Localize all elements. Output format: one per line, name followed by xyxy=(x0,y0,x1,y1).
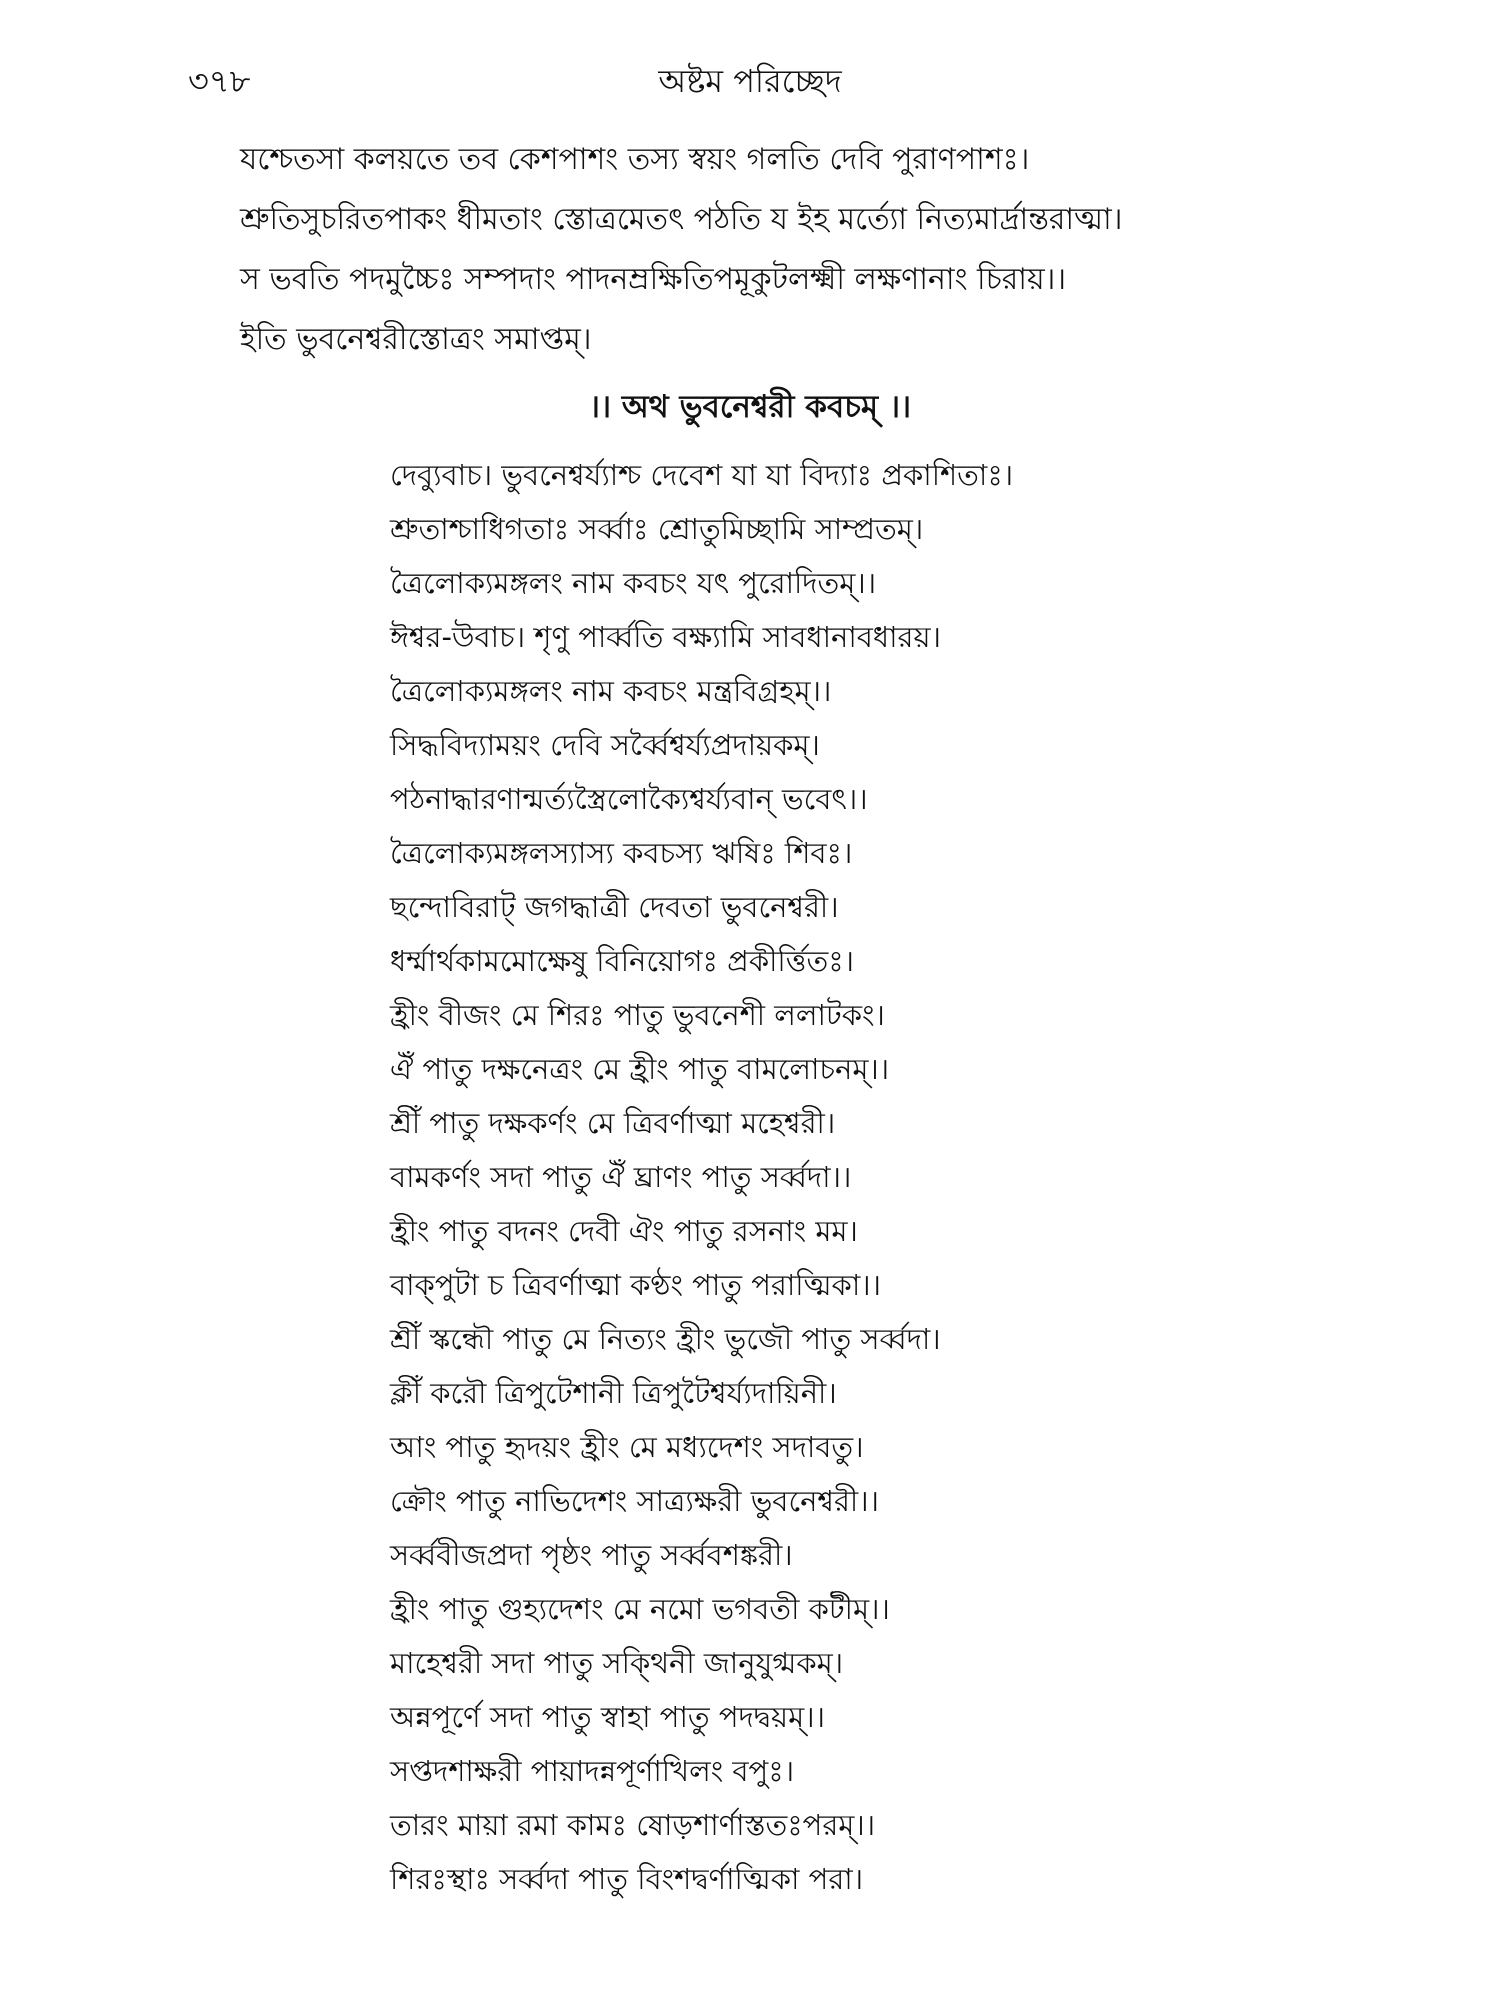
kavacham-line: সপ্তদশাক্ষরী পায়াদন্নপূর্ণাখিলং বপুঃ। xyxy=(390,1754,795,1788)
kavacham-line: মাহেশ্বরী সদা পাতু সক্থিনী জানুযুগ্মকম্। xyxy=(390,1646,844,1680)
kavacham-line: হ্রীং পাতু গুহ্যদেশং মে নমো ভগবতী কটীম্।। xyxy=(390,1592,890,1626)
kavacham-line: শ্রীঁ স্কন্ধৌ পাতু মে নিত্যং হ্রীং ভুজৌ পাতু সর্ব্বদা। xyxy=(390,1322,941,1356)
kavacham-line: ত্রৈলোক্যমঙ্গলং নাম কবচং মন্ত্রবিগ্রহম্।। xyxy=(390,674,832,708)
verse-line: যশ্চেতসা কলয়তে তব কেশপাশং তস্য স্বয়ং গলতি দেবি পুরাণপাশঃ। xyxy=(240,142,1030,177)
kavacham-line: শ্রুতাশ্চাধিগতাঃ সর্ব্বাঃ শ্রোতুমিচ্ছামি সাম্প্রতম্। xyxy=(390,512,924,546)
kavacham-line: বামকর্ণং সদা পাতু ঐঁ ঘ্রাণং পাতু সর্ব্বদা।। xyxy=(390,1160,852,1194)
colophon: ইতি ভুবনেশ্বরীস্তোত্রং সমাপ্তম্। xyxy=(240,322,592,357)
kavacham-text xyxy=(390,448,1470,1906)
kavacham-line: হ্রীং বীজং মে শিরঃ পাতু ভুবনেশী ললাটকং। xyxy=(390,998,885,1032)
kavacham-line: তারং মায়া রমা কামঃ ষোড়শার্ণাস্ততঃপরম্।। xyxy=(390,1808,876,1842)
page-number: ৩৭৮ xyxy=(188,62,251,100)
kavacham-line: আং পাতু হৃদয়ং হ্রীং মে মধ্যদেশং সদাবতু। xyxy=(390,1430,864,1464)
top-verse xyxy=(240,130,1470,310)
kavacham-line: ত্রৈলোক্যমঙ্গলস্যাস্য কবচস্য ঋষিঃ শিবঃ। xyxy=(390,836,853,870)
verse-line: স ভবতি পদমুচ্চৈঃ সম্পদাং পাদনম্রক্ষিতিপমূকুটলক্ষ্মী লক্ষণানাং চিরায়।। xyxy=(240,262,1067,297)
kavacham-line: বাক্পুটা চ ত্রিবর্ণাত্মা কণ্ঠং পাতু পরাত্মিকা।। xyxy=(390,1268,881,1302)
kavacham-line: দেব্যুবাচ। ভুবনেশ্বর্য্যাশ্চ দেবেশ যা যা বিদ্যাঃ প্রকাশিতাঃ। xyxy=(390,458,1014,492)
kavacham-line: ঐঁ পাতু দক্ষনেত্রং মে হ্রীং পাতু বামলোচনম্।। xyxy=(390,1052,890,1086)
kavacham-line: সিদ্ধবিদ্যাময়ং দেবি সর্ব্বৈশ্বর্য্যপ্রদায়কম্। xyxy=(390,728,820,762)
verse-line: শ্রুতিসুচরিতপাকং ধীমতাং স্তোত্রমেতৎ পঠতি য ইহ মর্ত্যো নিত্যমার্দ্রান্তরাত্মা। xyxy=(240,202,1123,237)
running-head: অষ্টম পরিচ্ছেদ xyxy=(658,62,842,100)
kavacham-line: সর্ব্ববীজপ্রদা পৃষ্ঠং পাতু সর্ব্ববশঙ্করী। xyxy=(390,1538,793,1572)
kavacham-line: শিরঃস্থাঃ সর্ব্বদা পাতু বিংশদ্বর্ণাত্মিকা পরা। xyxy=(390,1862,864,1896)
kavacham-line: ধর্ম্মার্থকামমোক্ষেষু বিনিয়োগঃ প্রকীর্ত্তিতঃ। xyxy=(390,944,855,978)
kavacham-line: পঠনাদ্ধারণান্মর্ত্যস্ত্রৈলোক্যৈশ্বর্য্যবান্ ভবেৎ।। xyxy=(390,782,868,816)
kavacham-line: ঈশ্বর-উবাচ। শৃণু পার্ব্বতি বক্ষ্যামি সাবধানাবধারয়। xyxy=(390,620,941,654)
kavacham-line: অন্নপূর্ণে সদা পাতু স্বাহা পাতু পদদ্বয়ম্।। xyxy=(390,1700,825,1734)
kavacham-line: ছন্দোবিরাট্ জগদ্ধাত্রী দেবতা ভুবনেশ্বরী। xyxy=(390,890,839,924)
kavacham-line: ত্রৈলোক্যমঙ্গলং নাম কবচং যৎ পুরোদিতম্।। xyxy=(390,566,877,600)
kavacham-line: ক্রৌং পাতু নাভিদেশং সাত্র্যক্ষরী ভুবনেশ্বরী।। xyxy=(390,1484,879,1518)
kavacham-line: ক্লীঁ করৌ ত্রিপুটেশানী ত্রিপুটৈশ্বর্য্যদায়িনী। xyxy=(390,1376,837,1410)
section-heading: ।। অথ ভুবনেশ্বরী কবচম্ ।। xyxy=(588,389,912,425)
kavacham-line: হ্রীং পাতু বদনং দেবী ঐং পাতু রসনাং মম। xyxy=(390,1214,858,1248)
kavacham-line: শ্রীঁ পাতু দক্ষকর্ণং মে ত্রিবর্ণাত্মা মহেশ্বরী। xyxy=(390,1106,836,1140)
